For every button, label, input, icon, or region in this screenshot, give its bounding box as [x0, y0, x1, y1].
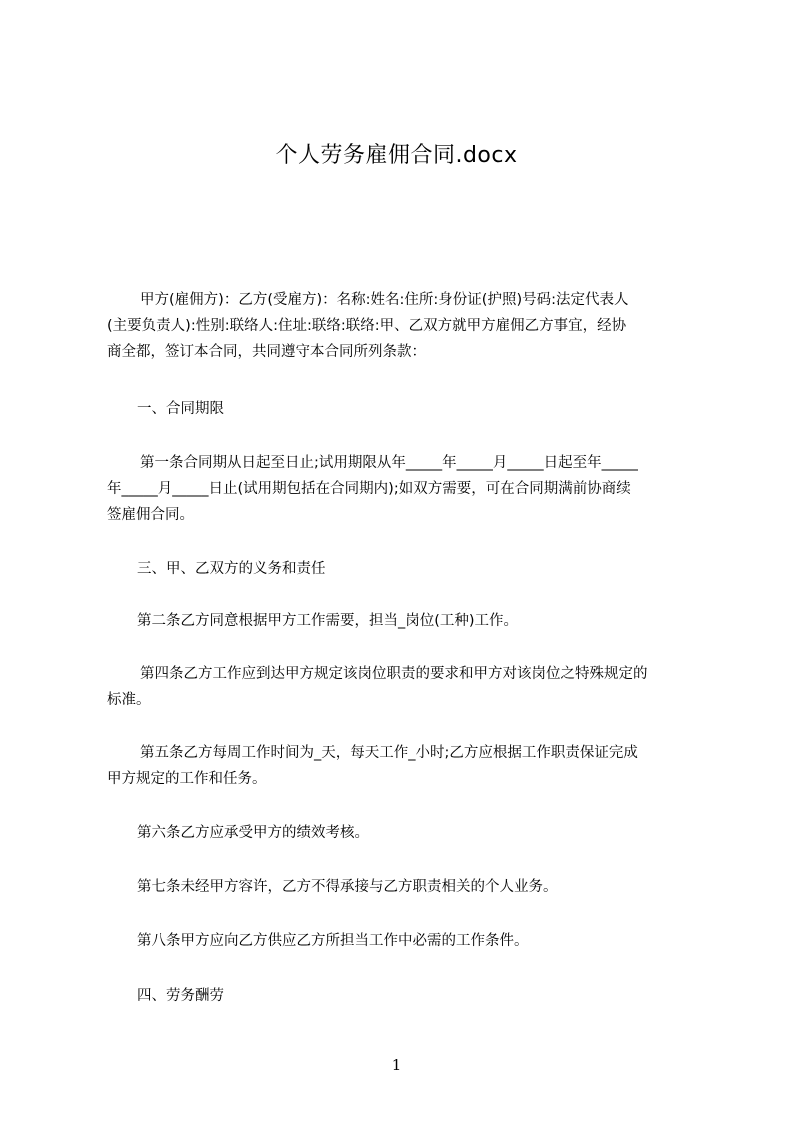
intro-paragraph: [107, 287, 703, 365]
article-1-line-1: 第一条合同期从日起至日止;试用期限从年_____年_____月_____日起至年_____: [140, 455, 638, 471]
article-4-line-2: 标准。: [107, 692, 151, 708]
article-2-paragraph: 第二条乙方同意根据甲方工作需要，担当_岗位(工种)工作。: [137, 613, 519, 629]
article-5-paragraph: [107, 740, 703, 792]
section-heading-contract-term: 一、合同期限: [137, 401, 224, 417]
page-number: 1: [391, 1056, 402, 1074]
section-heading-remuneration: 四、劳务酬劳: [137, 988, 224, 1004]
article-4-line-1: 第四条乙方工作应到达甲方规定该岗位职责的要求和甲方对该岗位之特殊规定的: [140, 666, 648, 682]
article-1-line-2: 年_____月_____日止(试用期包括在合同期内);如双方需要，可在合同期满前协商续: [107, 481, 631, 497]
article-4-paragraph: [107, 661, 703, 713]
article-5-line-2: 甲方规定的工作和任务。: [107, 771, 267, 787]
article-8-paragraph: 第八条甲方应向乙方供应乙方所担当工作中必需的工作条件。: [137, 933, 529, 949]
document-title: 个人劳务雇佣合同.docx: [275, 143, 518, 168]
article-6-paragraph: 第六条乙方应承受甲方的绩效考核。: [137, 825, 369, 841]
article-7-paragraph: 第七条未经甲方容许，乙方不得承接与乙方职责相关的个人业务。: [137, 879, 558, 895]
section-heading-obligations: 三、甲、乙双方的义务和责任: [137, 561, 326, 577]
intro-line-3: 商全都，签订本合同，共同遵守本合同所列条款：: [107, 344, 426, 360]
intro-line-1: 甲方(雇佣方)：乙方(受雇方)：名称:姓名:住所:身份证(护照)号码:法定代表人: [140, 292, 629, 308]
article-1-paragraph: [107, 450, 703, 528]
article-5-line-1: 第五条乙方每周工作时间为_天，每天工作_小时;乙方应根据工作职责保证完成: [140, 745, 638, 761]
article-1-line-3: 签雇佣合同。: [107, 507, 194, 523]
intro-line-2: (主要负责人):性别:联络人:住址:联络:联络:甲、乙双方就甲方雇佣乙方事宜，经协: [107, 318, 627, 334]
